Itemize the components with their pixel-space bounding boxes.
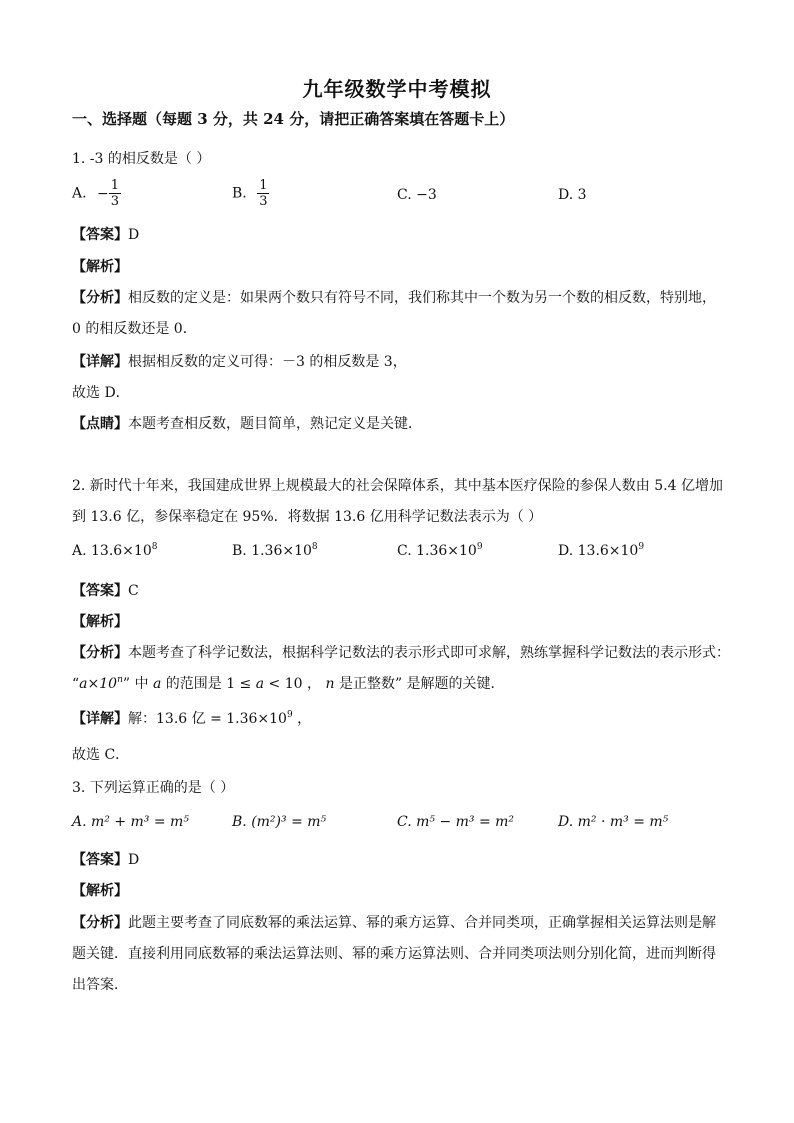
q2-fenxi-line2: “$a\times 10^n$” 中 a 的范围是 1 ≤ a < 10 ， n 是正整数” 是解题的关键．	[72, 675, 505, 692]
q3-answer: 【答案】D	[72, 852, 140, 868]
q1-fenxi-line1: 【分析】相反数的定义是：如果两个数只有符号不同，我们称其中一个数为另一个数的相反数，特别地，	[72, 290, 716, 306]
q3-option-c: C. m⁵ − m³ = m²	[397, 814, 515, 830]
q1-option-d: D. 3	[558, 187, 587, 203]
q2-option-d: D. $13.6\times 10^9$	[558, 542, 645, 559]
q3-fenxi-line3: 出答案．	[72, 977, 128, 993]
q3-fenxi-line1: 【分析】此题主要考查了同底数幂的乘法运算、幂的乘方运算、合并同类项，正确掌握相关运算法则是解	[72, 915, 716, 931]
q1-comment: 【点睛】本题考查相反数，题目简单，熟记定义是关键．	[72, 416, 422, 432]
q1-detail: 【详解】根据相反数的定义可得：－3 的相反数是 3，	[72, 354, 407, 370]
page-title: 九年级数学中考模拟	[302, 77, 492, 101]
q3-stem: 3. 下列运算正确的是（ ）	[72, 780, 235, 796]
q3-option-d: D. m² · m³ = m⁵	[558, 814, 669, 830]
q3-analysis-label: 【解析】	[72, 883, 128, 899]
q3-option-a: A. m² + m³ = m⁵	[72, 814, 189, 830]
q2-option-a: A. $13.6\times 10^8$	[72, 542, 158, 559]
q2-option-c: C. $1.36\times 10^9$	[397, 542, 483, 559]
q2-detail: 【详解】解：13.6 亿 = $1.36\times 10^9$ ，	[72, 710, 312, 727]
q1-choice: 故选 D．	[72, 385, 130, 401]
q1-option-c: C. −3	[397, 187, 437, 203]
q1-stem: 1. -3 的相反数是（ ）	[72, 151, 211, 167]
q2-option-b: B. $1.36\times 10^8$	[232, 542, 318, 559]
q1-analysis-label: 【解析】	[72, 259, 128, 275]
q2-choice: 故选 C．	[72, 747, 130, 763]
q2-fenxi-line1: 【分析】本题考查了科学记数法，根据科学记数法的表示形式即可求解，熟练掌握科学记数法的表示形式：	[72, 645, 730, 661]
q1-answer: 【答案】D	[72, 227, 140, 243]
q2-stem-line1: 2. 新时代十年来，我国建成世界上规模最大的社会保障体系，其中基本医疗保险的参保人数由 5.4 亿增加	[72, 478, 723, 494]
q3-option-b: B. (m²)³ = m⁵	[232, 814, 327, 830]
q2-analysis-label: 【解析】	[72, 614, 128, 630]
q2-stem-line2: 到 13.6 亿，参保率稳定在 95%．将数据 13.6 亿用科学记数法表示为（ ）	[72, 509, 543, 525]
q3-fenxi-line2: 题关键．直接利用同底数幂的乘法运算法则、幂的乘方运算法则、合并同类项法则分别化简，进而判断得	[72, 946, 716, 962]
q2-answer: 【答案】C	[72, 583, 139, 599]
q1-option-b: B. $\frac{1}{3}$	[232, 178, 268, 209]
q1-fenxi-line2: 0 的相反数还是 0．	[72, 321, 197, 337]
section-heading-choice: 一、选择题（每题 3 分，共 24 分，请把正确答案填在答题卡上）	[72, 110, 515, 128]
q1-option-a: A. − $\frac{1}{3}$	[72, 178, 120, 209]
